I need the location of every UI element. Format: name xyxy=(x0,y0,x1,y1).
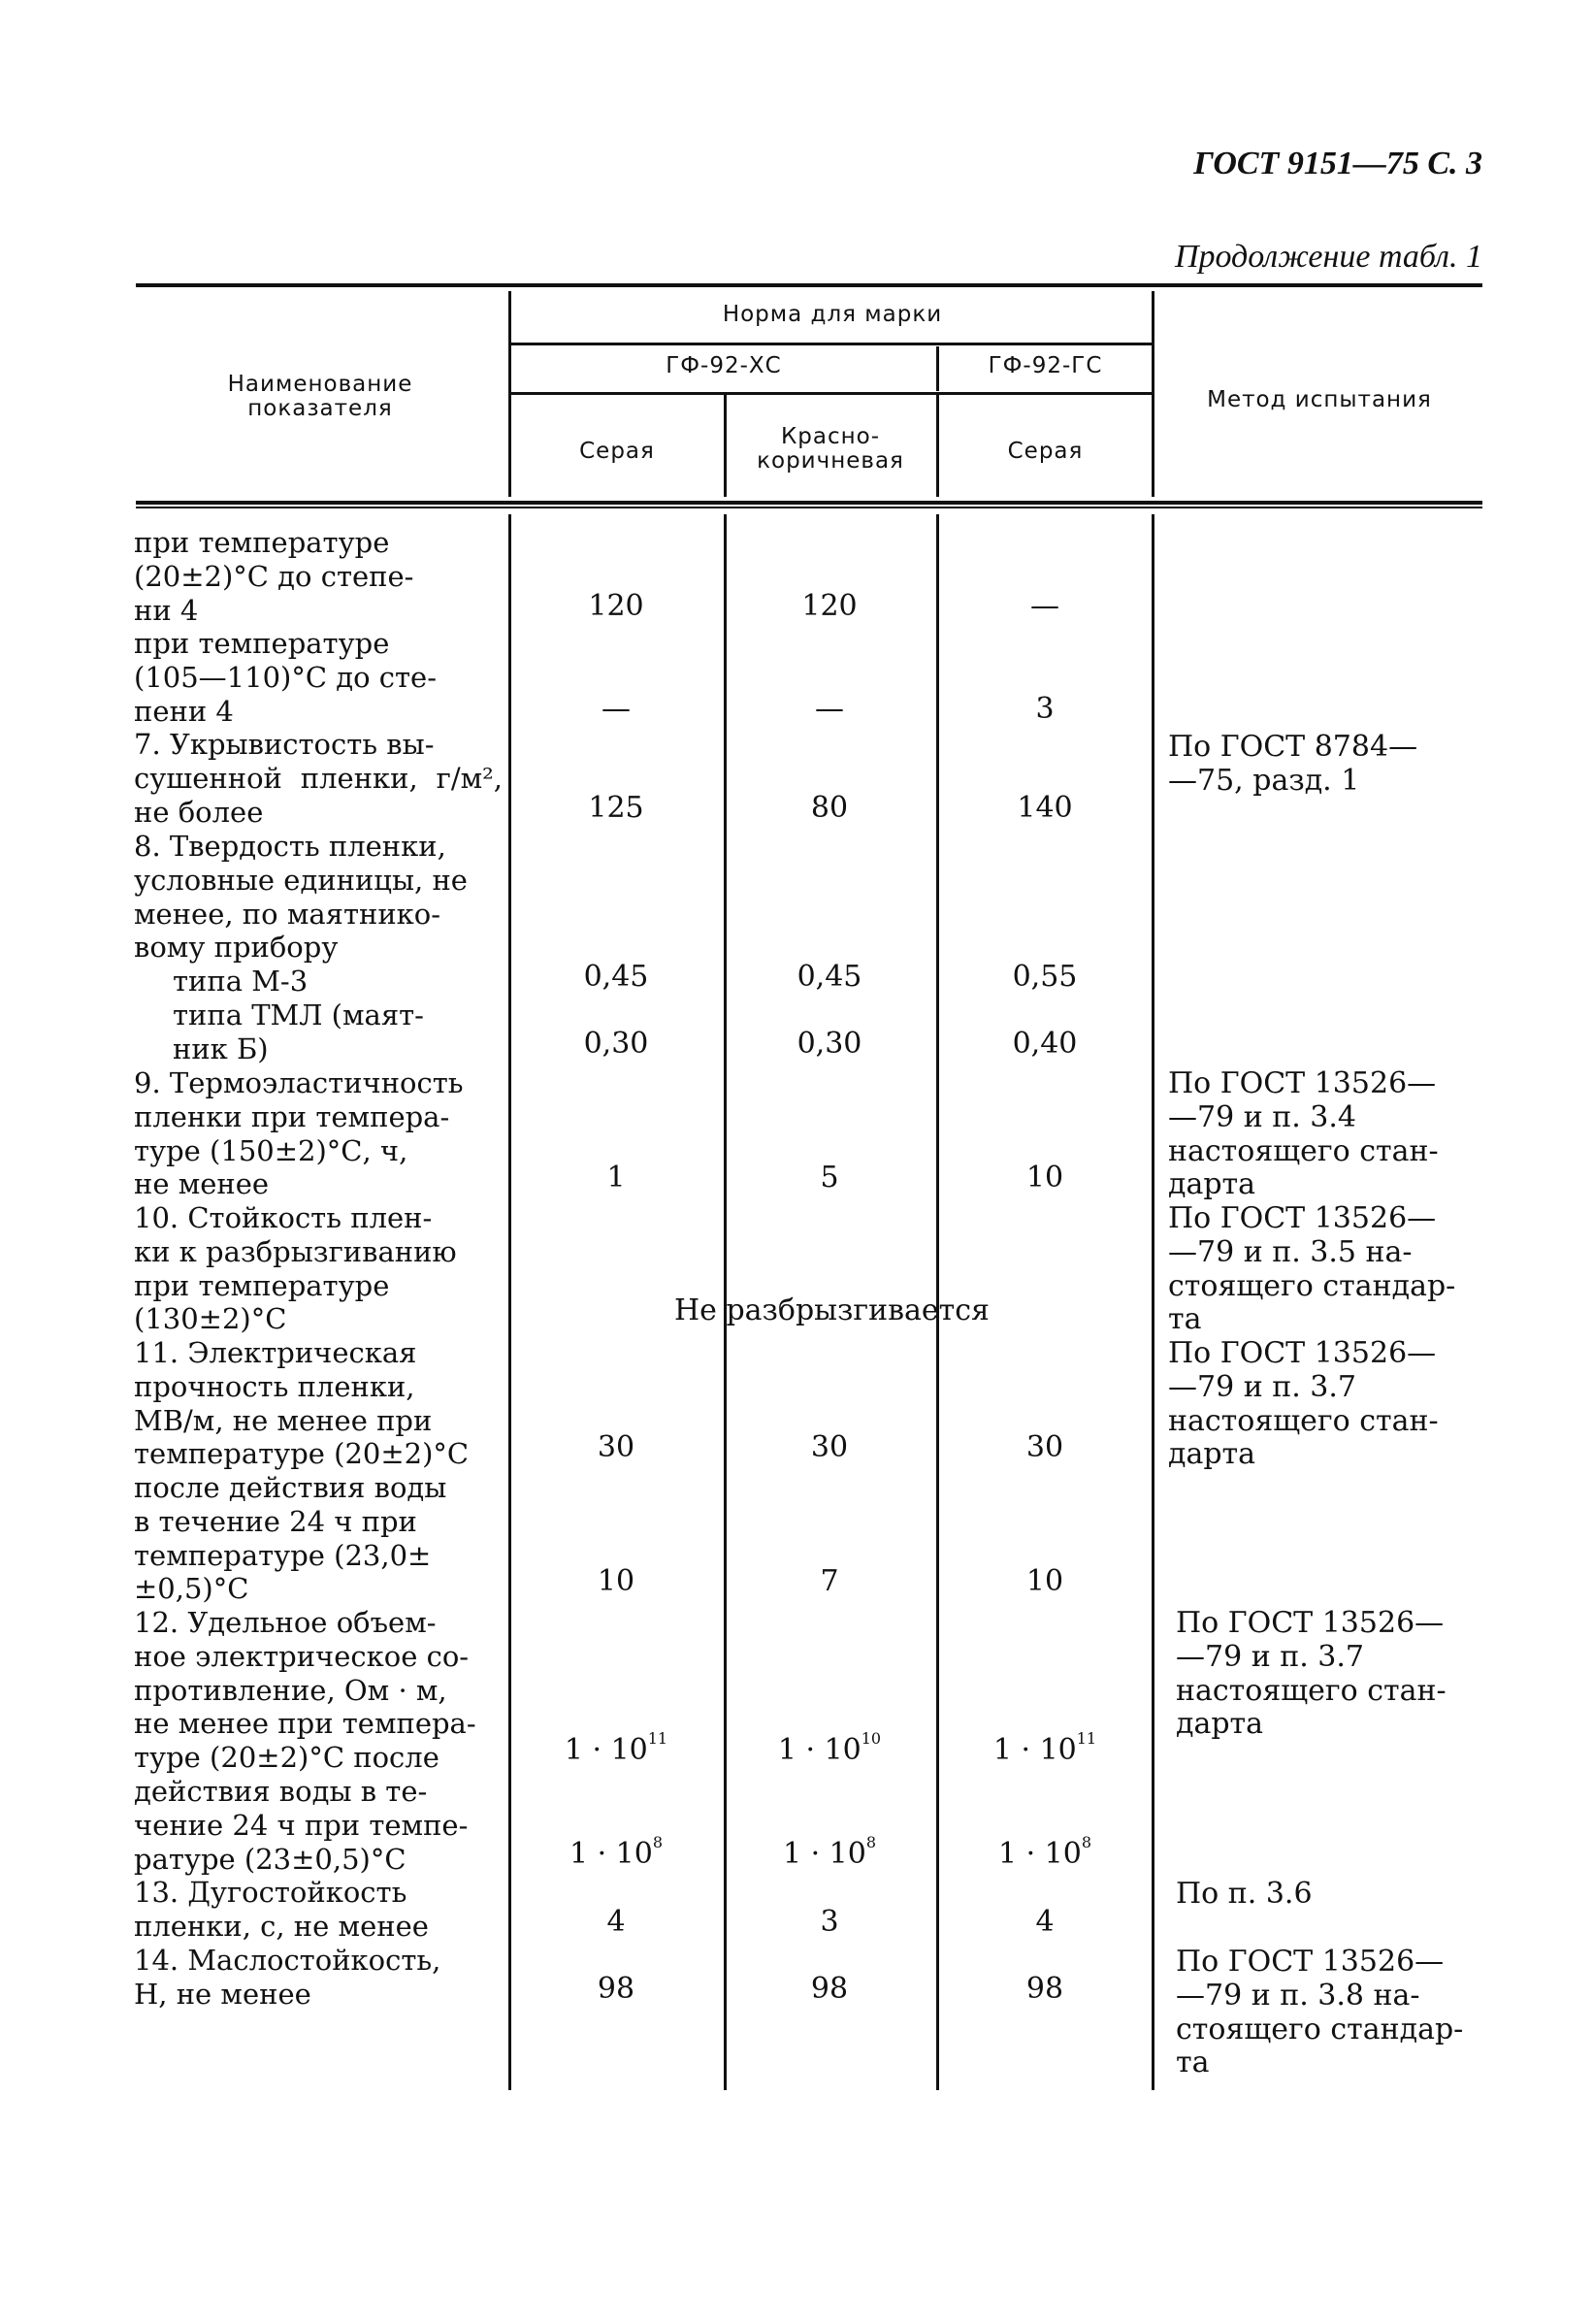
header-divider-brands xyxy=(936,346,939,391)
row-label-hardness: 8. Твердость пленки, условные единицы, не менее, по маятнико- вому прибору xyxy=(134,830,468,965)
header-divider-left xyxy=(508,291,511,497)
page-header-standard: ГОСТ 9151—75 С. 3 xyxy=(1193,146,1482,181)
row-label-temp105: при температуре (105—110)°С до сте- пени 4 xyxy=(134,627,438,728)
norm-header-rule xyxy=(510,343,1154,345)
method-splash-resistance: По ГОСТ 13526— —79 и п. 3.5 на- стоящего стандар- та xyxy=(1168,1201,1456,1337)
value-oil-redbrown: 98 xyxy=(810,1972,849,2006)
table-top-rule xyxy=(136,283,1482,287)
method-header: Метод испытания xyxy=(1207,387,1432,412)
value-elstrength-grey: 30 xyxy=(597,1430,635,1464)
value-splash-all: Не разбрызгивается xyxy=(674,1293,990,1327)
value-oil-grey2: 98 xyxy=(1025,1972,1064,2006)
value-temp20-grey: 120 xyxy=(588,589,644,623)
row-label-volume-resistivity: 12. Удельное объем- ное электрическое со- противление, Ом · м, не менее при темпера- туре (20±2)°С после xyxy=(134,1606,476,1775)
value-resist-water-grey2: $1 \cdot 10^8$ xyxy=(997,1833,1092,1871)
body-divider-left-b xyxy=(508,1353,511,2090)
value-hiding-grey2: 140 xyxy=(1017,791,1073,825)
col-grey2-header: Серая xyxy=(1007,439,1084,464)
row-label-arc-resistance: 13. Дугостойкость пленки, с, не менее xyxy=(134,1876,429,1943)
value-hiding-redbrown: 80 xyxy=(810,791,849,825)
value-temp105-grey: — xyxy=(601,692,631,726)
row-label-resistivity-after-water: действия воды в те- чение 24 ч при темпе- ратуре (23±0,5)°С xyxy=(134,1775,469,1876)
row-label-temp20: при температуре (20±2)°С до степе- ни 4 xyxy=(134,526,414,627)
row-label-electric-strength: 11. Электрическая прочность пленки, МВ/м, не менее при температуре (20±2)°С xyxy=(134,1336,470,1471)
value-hiding-grey: 125 xyxy=(588,791,644,825)
brand-header-rule xyxy=(510,392,1154,395)
value-afterwater-redbrown: 7 xyxy=(820,1564,839,1598)
header-divider-col2 xyxy=(724,395,727,497)
value-resist-water-redbrown: $1 \cdot 10^8$ xyxy=(782,1833,877,1871)
value-temp105-redbrown: — xyxy=(815,692,844,726)
value-arc-redbrown: 3 xyxy=(820,1905,839,1939)
value-elstrength-grey2: 30 xyxy=(1025,1430,1064,1464)
header-bottom-rule xyxy=(136,501,1482,505)
value-tml-grey2: 0,40 xyxy=(1012,1027,1078,1061)
value-resist-water-grey: $1 \cdot 10^8$ xyxy=(569,1833,664,1871)
value-resist-grey: $1 \cdot 10^{11}$ xyxy=(564,1729,668,1767)
header-bottom-rule-2 xyxy=(136,507,1482,508)
method-electric-strength: По ГОСТ 13526— —79 и п. 3.7 настоящего стан- дарта xyxy=(1168,1336,1439,1472)
value-tml-grey: 0,30 xyxy=(583,1027,649,1061)
method-oil-resistance: По ГОСТ 13526— —79 и п. 3.8 на- стоящего стандар- та xyxy=(1176,1945,1464,2080)
header-divider-col3 xyxy=(936,395,939,497)
row-label-splash-resistance: 10. Стойкость плен- ки к разбрызгиванию при температуре (130±2)°С xyxy=(134,1201,457,1336)
value-thermo-grey2: 10 xyxy=(1025,1161,1064,1195)
col-redbrown-header: Красно- коричневая xyxy=(757,424,904,474)
value-tml-redbrown: 0,30 xyxy=(796,1027,862,1061)
method-hiding-power: По ГОСТ 8784— —75, разд. 1 xyxy=(1168,730,1418,798)
value-thermo-grey: 1 xyxy=(606,1161,626,1195)
value-afterwater-grey: 10 xyxy=(597,1564,635,1598)
value-elstrength-redbrown: 30 xyxy=(810,1430,849,1464)
value-m3-redbrown: 0,45 xyxy=(796,960,862,994)
value-oil-grey: 98 xyxy=(597,1972,635,2006)
brand-gs-header: ГФ-92-ГС xyxy=(988,353,1103,378)
value-afterwater-grey2: 10 xyxy=(1025,1564,1064,1598)
table-continuation-label: Продолжение табл. 1 xyxy=(1174,239,1482,275)
value-resist-redbrown: $1 \cdot 10^{10}$ xyxy=(777,1729,882,1767)
col-grey-header: Серая xyxy=(579,439,655,464)
row-label-type-m3: типа М-3 xyxy=(173,965,309,998)
body-divider-col3-b xyxy=(936,1353,939,2090)
value-arc-grey: 4 xyxy=(606,1905,626,1939)
value-temp105-grey2: 3 xyxy=(1035,692,1055,726)
value-resist-grey2: $1 \cdot 10^{11}$ xyxy=(992,1729,1097,1767)
norm-header: Норма для марки xyxy=(722,302,943,327)
method-arc-resistance: По п. 3.6 xyxy=(1176,1877,1313,1911)
value-m3-grey2: 0,55 xyxy=(1012,960,1078,994)
param-name-header: Наименование показателя xyxy=(227,372,413,421)
method-volume-resistivity: По ГОСТ 13526— —79 и п. 3.7 настоящего стан- дарта xyxy=(1176,1606,1447,1742)
value-m3-grey: 0,45 xyxy=(583,960,649,994)
value-temp20-grey2: — xyxy=(1030,589,1059,623)
header-divider-right xyxy=(1152,291,1154,497)
row-label-after-water: после действия воды в течение 24 ч при температуре (23,0± ±0,5)°С xyxy=(134,1471,447,1606)
body-divider-right xyxy=(1152,514,1154,2090)
body-divider-col2-b xyxy=(724,1353,727,2090)
row-label-thermoelasticity: 9. Термоэластичность пленки при темпера- туре (150±2)°С, ч, не менее xyxy=(134,1066,464,1201)
value-thermo-redbrown: 5 xyxy=(820,1161,839,1195)
value-arc-grey2: 4 xyxy=(1035,1905,1055,1939)
brand-hs-header: ГФ-92-ХС xyxy=(666,353,782,378)
method-thermoelasticity: По ГОСТ 13526— —79 и п. 3.4 настоящего стан- дарта xyxy=(1168,1066,1439,1202)
row-label-hiding-power: 7. Укрывистость вы- сушенной пленки, г/м², не более xyxy=(134,728,503,829)
value-temp20-redbrown: 120 xyxy=(801,589,858,623)
row-label-type-tml: типа ТМЛ (маят- ник Б) xyxy=(173,998,424,1065)
row-label-oil-resistance: 14. Маслостойкость, Н, не менее xyxy=(134,1944,441,2011)
